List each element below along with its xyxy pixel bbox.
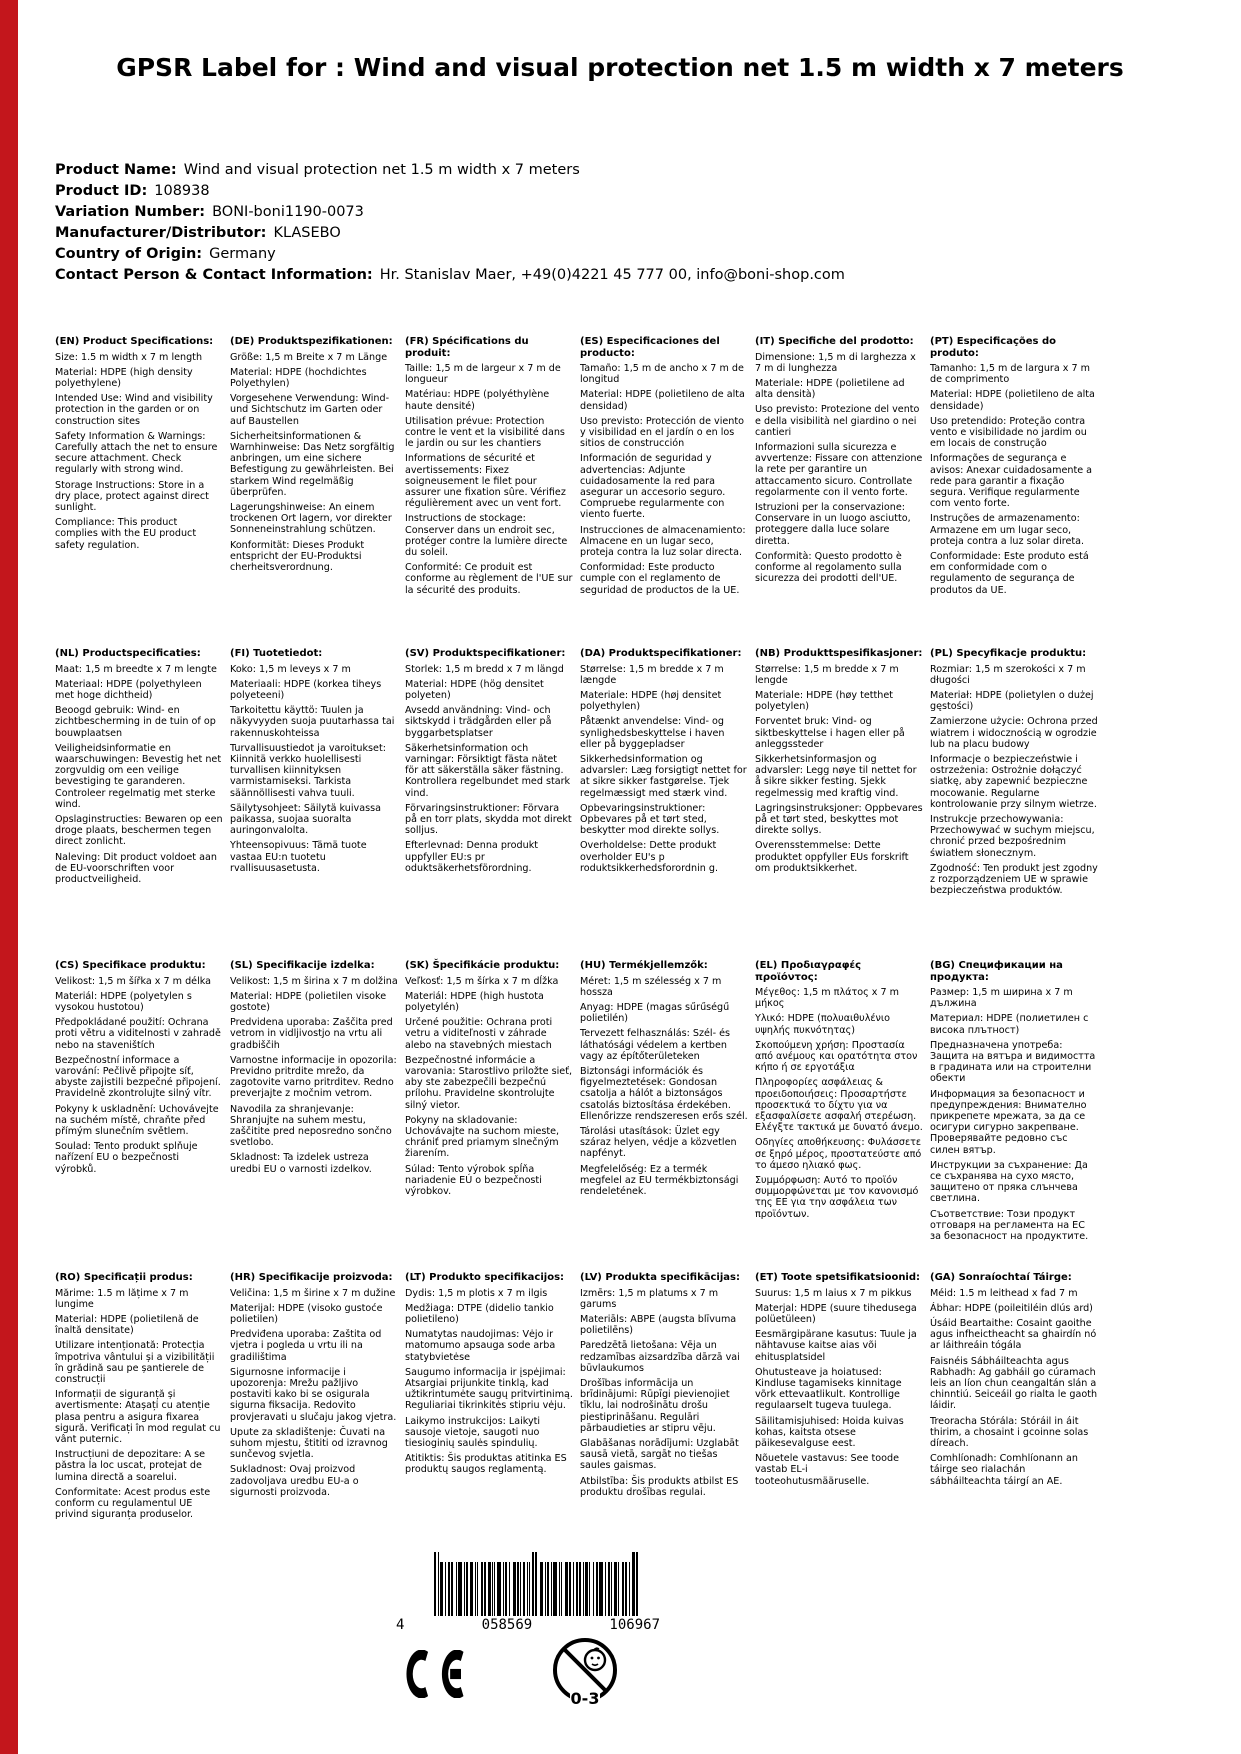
spec-block-es	[580, 336, 748, 648]
spec-block-fr	[405, 336, 573, 648]
spec-paragraph: Předpokládané použití: Ochrana proti větru a viditelnosti v zahradě nebo na staveništích	[55, 1017, 221, 1051]
spec-paragraph: Materiale: HDPE (polietilene ad alta densità)	[755, 377, 905, 401]
barcode-bar	[629, 1562, 630, 1616]
barcode-bar	[451, 1562, 453, 1616]
age-warning-0-3-icon	[551, 1634, 619, 1714]
spec-heading: (BG) Спецификации на продукта:	[930, 960, 1063, 983]
spec-paragraph: Koko: 1,5 m leveys x 7 m	[230, 663, 351, 675]
spec-paragraph: Størrelse: 1,5 m bredde x 7 m længde	[580, 663, 724, 686]
spec-paragraph: Material: HDPE (high density polyethylene)	[55, 366, 193, 389]
spec-heading: (HU) Termékjellemzők:	[580, 960, 708, 971]
spec-paragraph: Material: HDPE (hög densitet polyeten)	[405, 678, 544, 701]
spec-paragraph: Säkerhetsinformation och varningar: Försiktigt fästa nätet för att säkerställa säker fästning. Kontrollera regelbundet med stark vind.	[405, 742, 571, 799]
spec-paragraph: Σκοπούμενη χρήση: Προστασία από ανέμους και ορατότητα στον κήπο ή σε εργοτάξια	[755, 1039, 918, 1074]
spec-paragraph: Uso pretendido: Proteção contra vento e visibilidade no jardim ou em locais de construção	[930, 415, 1087, 450]
barcode-bar	[513, 1562, 516, 1616]
spec-paragraph: Matériau: HDPE (polyéthylène haute densité)	[405, 389, 550, 412]
barcode-bar	[438, 1552, 439, 1616]
spec-paragraph: Veiligheidsinformatie en waarschuwingen: Bevestig het net zorgvuldig om een veilige bevestiging te garanderen. Controleer regelmatig met sterke wind.	[55, 742, 222, 810]
spec-paragraph: Veličina: 1,5 m širine x 7 m dužine	[230, 1287, 396, 1299]
spec-paragraph: Conformidade: Este produto está em conformidade com o regulamento de segurança de produtos da UE.	[930, 551, 1089, 596]
spec-paragraph: Materiál: HDPE (high hustota polyetylén)	[405, 990, 544, 1013]
spec-paragraph: Informações de segurança e avisos: Anexar cuidadosamente a rede para garantir a fixação segura. Verifique regularmente com vento forte.	[930, 453, 1093, 510]
spec-paragraph: Medžiaga: DTPE (didelio tankio polietileno)	[405, 1302, 554, 1325]
spec-paragraph: Suurus: 1,5 m laius x 7 m pikkus	[755, 1287, 912, 1299]
spec-paragraph: Predvidena uporaba: Zaščita pred vetrom in vidljivostjo na vrtu ali gradbiščih	[230, 1017, 393, 1051]
spec-block-et	[755, 1272, 923, 1584]
product-info-label: Product Name:	[55, 162, 177, 178]
spec-block-pl	[930, 648, 1098, 960]
spec-paragraph: Varnostne informacije in opozorila: Previdno pritrdite mrežo, da zagotovite varno pritrditev. Redno preverjajte z močnim vetrom.	[230, 1054, 397, 1100]
product-info-value: Wind and visual protection net 1.5 m width x 7 meters	[183, 162, 580, 178]
spec-paragraph: Skladnost: Ta izdelek ustreza uredbi EU o varnosti izdelkov.	[230, 1152, 372, 1175]
spec-paragraph: Taille: 1,5 m de largeur x 7 m de longueur	[405, 363, 561, 386]
spec-block-ro	[55, 1272, 223, 1584]
barcode-bar	[596, 1562, 598, 1616]
spec-paragraph: Material: HDPE (polietileno de alta densidad)	[580, 389, 745, 412]
spec-paragraph: Navodila za shranjevanje: Shranjujte na suhem mestu, zaščitite pred neposredno sončno svetlobo.	[230, 1103, 392, 1149]
spec-paragraph: Biztonsági információk és figyelmeztetések: Gondosan csatolja a hálót a biztonságos csatolás biztosítása érdekében. Ellenőrizze rendszeresen erős szél.	[580, 1065, 748, 1122]
spec-heading: (RO) Specificații produs:	[55, 1272, 193, 1283]
spec-grid	[55, 336, 1098, 1584]
spec-paragraph: Materjal: HDPE (suure tihedusega polüetüleen)	[755, 1302, 917, 1325]
spec-paragraph: Ohutusteave ja hoiatused: Kindluse tagamiseks kinnitage võrk ettevaatlikult. Kontrollige regulaarselt tugeva tuulega.	[755, 1366, 902, 1412]
spec-paragraph: Atbilstība: Šis produkts atbilst ES produktu drošības regulai.	[580, 1475, 739, 1498]
spec-paragraph: Materiál: HDPE (polyetylen s vysokou hustotou)	[55, 990, 192, 1013]
product-info-value: Germany	[209, 246, 276, 262]
spec-paragraph: Konformität: Dieses Produkt entspricht der EU-Produktsi cherheitsverordnung.	[230, 539, 365, 573]
spec-paragraph: Sukladnost: Ovaj proizvod zadovoljava uredbu EU-a o sigurnosti proizvoda.	[230, 1464, 359, 1498]
barcode-bar	[475, 1562, 476, 1616]
spec-paragraph: Säilitamisjuhised: Hoida kuivas kohas, kaitsta otsese päikesevalguse eest.	[755, 1415, 904, 1449]
barcode-bar	[481, 1562, 483, 1616]
spec-paragraph: Tamaño: 1,5 m de ancho x 7 m de longitud	[580, 363, 744, 386]
barcode-bar	[625, 1562, 627, 1616]
spec-paragraph: Säilytysohjeet: Säilytä kuivassa paikassa, suojaa suoralta auringonvalolta.	[230, 802, 381, 837]
barcode-bar	[611, 1562, 612, 1616]
spec-heading: (EN) Product Specifications:	[55, 336, 214, 347]
spec-paragraph: Eesmärgipärane kasutus: Tuule ja nähtavuse kaitse aias või ehitusplatsidel	[755, 1329, 917, 1363]
spec-heading: (DE) Produktspezifikationen:	[230, 336, 393, 347]
spec-paragraph: Upute za skladištenje: Čuvati na suhom mjestu, štititi od izravnog sunčevog svjetla.	[230, 1426, 388, 1461]
spec-paragraph: Treoracha Stórála: Stóráil in áit thirim, a chosaint i gcoinne solas díreach.	[930, 1415, 1089, 1449]
product-info	[55, 160, 845, 286]
spec-heading: (DA) Produktspecifikationer:	[580, 648, 742, 659]
spec-paragraph: Laikymo instrukcijos: Laikyti sausoje vietoje, saugoti nuo tiesioginių saulės spindulių.	[405, 1415, 541, 1449]
spec-paragraph: Informații de siguranță și avertismente: Atașați cu atenție plasa pentru a asigura fixarea sigură. Verificați în mod regulat cu vânt puternic.	[55, 1389, 221, 1445]
product-info-label: Country of Origin:	[55, 246, 203, 262]
barcode-bar	[477, 1562, 478, 1616]
spec-paragraph: Instrucțiuni de depozitare: A se păstra la loc uscat, protejat de lumina directă a soarelui.	[55, 1449, 206, 1483]
spec-paragraph: Инструкции за съхранение: Да се съхранява на сухо място, защитено от пряка слънчева светлина.	[930, 1159, 1088, 1205]
barcode-bar	[505, 1562, 507, 1616]
barcode-bar	[559, 1562, 560, 1616]
spec-paragraph: Forventet bruk: Vind- og siktbeskyttelse i hagen eller på anleggssteder	[755, 716, 905, 750]
product-info-row	[55, 181, 845, 202]
barcode-bar	[434, 1552, 436, 1616]
product-info-row	[55, 265, 845, 286]
spec-paragraph: Размер: 1,5 m ширина x 7 m дължина	[930, 987, 1073, 1010]
spec-paragraph: Yhteensopivuus: Tämä tuote vastaa EU:n tuotetu rvallisuusasetusta.	[230, 840, 367, 874]
spec-paragraph: Ábhar: HDPE (poileitiléin dlús ard)	[930, 1302, 1093, 1314]
spec-paragraph: Utilizare intenționată: Protecția împotriva vântului și a vizibilității în grădină sau pe șantierele de construcții	[55, 1340, 215, 1385]
spec-heading: (ET) Toote spetsifikatsioonid:	[755, 1272, 921, 1283]
spec-paragraph: Saugumo informacija ir įspėjimai: Atsargiai prijunkite tinklą, kad užtikrintumėte saugų pritvirtinimą. Reguliariai tikrinkitės stipriu vėju.	[405, 1366, 573, 1412]
spec-paragraph: Instrukcje przechowywania: Przechowywać w suchym miejscu, chronić przed bezpośrednim światłem słonecznym.	[930, 813, 1095, 859]
barcode-bar	[565, 1562, 568, 1616]
spec-heading: (EL) Προδιαγραφές προϊόντος:	[755, 960, 862, 983]
barcode-bar	[540, 1562, 543, 1616]
spec-heading: (SK) Špecifikácie produktu:	[405, 960, 560, 971]
spec-paragraph: Материал: HDPE (полиетилен с висока плътност)	[930, 1013, 1089, 1036]
spec-paragraph: Glabāšanas norādījumi: Uzglabāt sausā vietā, sargāt no tiešas saules gaismas.	[580, 1437, 739, 1472]
spec-paragraph: Съответствие: Този продукт отговаря на регламента на ЕС за безопасност на продуктите.	[930, 1208, 1089, 1243]
barcode-bar	[448, 1562, 450, 1616]
barcode-bar	[593, 1562, 594, 1616]
spec-paragraph: Информация за безопасност и предупреждения: Внимателно прикрепете мрежата, за да се осигури сигурно закрепване. Проверявайте редовно със силен вятър.	[930, 1088, 1087, 1156]
spec-paragraph: Size: 1.5 m width x 7 m length	[55, 351, 203, 363]
spec-heading: (LV) Produkta specifikācijas:	[580, 1272, 740, 1283]
product-info-row	[55, 244, 845, 265]
spec-paragraph: Vorgesehene Verwendung: Wind- und Sichtschutz im Garten oder auf Baustellen	[230, 393, 390, 427]
spec-paragraph: Materiał: HDPE (polietylen o dużej gęstości)	[930, 689, 1094, 713]
spec-heading: (IT) Specifiche del prodotto:	[755, 336, 914, 347]
spec-paragraph: Beoogd gebruik: Wind- en zichtbescherming in de tuin of op bouwplaatsen	[55, 705, 216, 739]
spec-paragraph: Material: HDPE (polietilenă de înaltă densitate)	[55, 1313, 199, 1337]
spec-paragraph: Velikost: 1,5 m širina x 7 m dolžina	[230, 975, 398, 987]
product-info-value: KLASEBO	[273, 225, 341, 241]
product-info-row	[55, 223, 845, 244]
spec-paragraph: Mărime: 1.5 m lățime x 7 m lungime	[55, 1287, 189, 1310]
barcode-bar	[553, 1562, 557, 1616]
spec-paragraph: Tervezett felhasználás: Szél- és láthatósági védelem a kertben vagy az építőterületeken	[580, 1028, 730, 1062]
barcode-bar	[527, 1562, 528, 1616]
barcode-group-left: 058569	[481, 1617, 533, 1633]
spec-paragraph: Instructions de stockage: Conserver dans un endroit sec, protéger contre la lumière directe du soleil.	[405, 513, 568, 559]
barcode-bar	[529, 1562, 530, 1616]
barcode-bar	[583, 1562, 584, 1616]
spec-block-hr	[230, 1272, 398, 1584]
barcode-bar	[494, 1562, 495, 1616]
spec-block-lv	[580, 1272, 748, 1584]
barcode-bar	[618, 1562, 619, 1616]
spec-heading: (NL) Productspecificaties:	[55, 648, 201, 659]
spec-heading: (ES) Especificaciones del producto:	[580, 336, 720, 359]
product-info-label: Contact Person & Contact Information:	[55, 267, 373, 283]
product-info-value: BONI-boni1190-0073	[212, 204, 364, 220]
spec-paragraph: Méid: 1.5 m leithead x fad 7 m	[930, 1287, 1078, 1299]
barcode-bar	[484, 1562, 486, 1616]
barcode-bar	[636, 1552, 638, 1616]
barcode-bar	[561, 1562, 562, 1616]
red-edge-bar	[0, 0, 18, 1754]
spec-paragraph: Numatytas naudojimas: Vėjo ir matomumo apsauga sode arba statybvietėse	[405, 1329, 556, 1363]
spec-block-sl	[230, 960, 398, 1272]
product-info-label: Manufacturer/Distributor:	[55, 225, 267, 241]
barcode-bar	[456, 1562, 457, 1616]
spec-paragraph: Dydis: 1,5 m plotis x 7 m ilgis	[405, 1287, 548, 1299]
spec-block-pt	[930, 336, 1098, 648]
spec-paragraph: Izmērs: 1,5 m platums x 7 m garums	[580, 1287, 719, 1310]
spec-paragraph: Faisnéis Sábháilteachta agus Rabhadh: Ag gabháil go cúramach leis an líon chun ceangaltán slán a chinntiú. Seiceáil go rialta le gaoth láidir.	[930, 1355, 1098, 1412]
spec-paragraph: Uso previsto: Protezione del vento e della visibilità nel giardino o nei cantieri	[755, 404, 920, 438]
spec-paragraph: Anyag: HDPE (magas sűrűségű polietilén)	[580, 1001, 730, 1025]
barcode-bar	[458, 1562, 462, 1616]
barcode-digits	[396, 1617, 670, 1633]
barcode-bar	[488, 1562, 491, 1616]
spec-paragraph: Istruzioni per la conservazione: Conservare in un luogo asciutto, proteggere dalla luce solare diretta.	[755, 501, 911, 547]
barcode-bar	[470, 1562, 473, 1616]
spec-paragraph: Förvaringsinstruktioner: Förvara på en torr plats, skydda mot direkt solljus.	[405, 802, 572, 837]
spec-paragraph: Informazioni sulla sicurezza e avvertenze: Fissare con attenzione la rete per garantire un attaccamento sicuro. Controllate regolarmente con il vento forte.	[755, 441, 923, 498]
page-title: GPSR Label for : Wind and visual protection net 1.5 m width x 7 meters	[116, 53, 1124, 82]
spec-paragraph: Opslaginstructies: Bewaren op een droge plaats, beschermen tegen direct zonlicht.	[55, 813, 223, 848]
spec-heading: (LT) Produkto specifikacijos:	[405, 1272, 565, 1283]
spec-paragraph: Sikkerhedsinformation og advarsler: Læg forsigtigt nettet for at sikre sikker fastgørelse. Tjek regelmæssigt med stærk vind.	[580, 753, 747, 799]
spec-paragraph: Storage Instructions: Store in a dry place, protect against direct sunlight.	[55, 479, 209, 513]
product-info-value: Hr. Stanislav Maer, +49(0)4221 45 777 00, info@boni-shop.com	[379, 267, 845, 283]
spec-paragraph: Bezpečnostní informace a varování: Pečlivě připojte síť, abyste zajistili bezpečné připojení. Pravidelně zkontrolujte silný vítr.	[55, 1054, 221, 1100]
spec-block-lt	[405, 1272, 573, 1584]
spec-paragraph: Instrucciones de almacenamiento: Almacene en un lugar seco, proteja contra la luz solar directa.	[580, 524, 746, 559]
spec-paragraph: Påtænkt anvendelse: Vind- og synlighedsbeskyttelse i haven eller på byggepladser	[580, 716, 725, 750]
spec-paragraph: Overensstemmelse: Dette produktet oppfyller EUs forskrift om produktsikkerhet.	[755, 840, 909, 874]
spec-paragraph: Предназначена употреба: Защита на вятъра и видимостта в градината или на строителни обекти	[930, 1039, 1096, 1085]
barcode-bar	[622, 1562, 624, 1616]
spec-heading: (CS) Specifikace produktu:	[55, 960, 206, 971]
spec-paragraph: Rozmiar: 1,5 m szerokości x 7 m długości	[930, 663, 1086, 686]
barcode-bar	[579, 1562, 581, 1616]
spec-paragraph: Información de seguridad y advertencias: Adjunte cuidadosamente la red para asegurar un accesorio seguro. Compruebe regularmente con viento fuerte.	[580, 453, 726, 521]
spec-paragraph: Turvallisuustiedot ja varoitukset: Kiinnitä verkko huolellisesti turvallisen kiinnityksen varmistamiseksi. Tarkista säännöllisesti vahva tuuli.	[230, 742, 386, 799]
product-info-label: Product ID:	[55, 183, 148, 199]
spec-paragraph: Comhlíonadh: Comhlíonann an táirge seo rialachán sábháilteachta táirgí an AE.	[930, 1453, 1078, 1487]
spec-paragraph: Συμμόρφωση: Αυτό το προϊόν συμμορφώνεται με τον κανονισμό της ΕΕ για την ασφάλεια των προϊόντων.	[755, 1175, 919, 1220]
barcode-bar	[605, 1562, 606, 1616]
barcode-bar	[599, 1562, 603, 1616]
spec-paragraph: Größe: 1,5 m Breite x 7 m Länge	[230, 351, 388, 363]
product-info-row	[55, 202, 845, 223]
barcode-bar	[585, 1562, 588, 1616]
spec-paragraph: Lagringsinstruksjoner: Oppbevares på et tørt sted, beskyttes mot direkte sollys.	[755, 802, 923, 837]
spec-paragraph: Atitiktis: Šis produktas atitinka ES produktų saugos reglamentą.	[405, 1453, 567, 1476]
product-info-value: 108938	[154, 183, 210, 199]
barcode-bar	[632, 1552, 635, 1616]
barcode-bar	[492, 1562, 493, 1616]
spec-block-hu	[580, 960, 748, 1272]
spec-block-cs	[55, 960, 223, 1272]
spec-block-el	[755, 960, 923, 1272]
barcode-bar	[520, 1562, 521, 1616]
spec-paragraph: Οδηγίες αποθήκευσης: Φυλάσσετε σε ξηρό μέρος, προστατεύστε από το άμεσο ηλιακό φως.	[755, 1137, 922, 1171]
spec-paragraph: Pokyny na skladovanie: Uchovávajte na suchom mieste, chrániť pred priamym slnečným žiarením.	[405, 1114, 560, 1160]
spec-paragraph: Υλικό: HDPE (πολυαιθυλένιο υψηλής πυκνότητας)	[755, 1013, 891, 1036]
barcode-bar	[464, 1562, 465, 1616]
barcode-bar	[509, 1562, 510, 1616]
spec-paragraph: Bezpečnostné informácie a varovania: Starostlivo priložte sieť, aby ste zabezpečili bezpečnú prílohu. Pravidelne skontrolujte silný vietor.	[405, 1054, 573, 1111]
spec-paragraph: Dimensione: 1,5 m di larghezza x 7 m di lunghezza	[755, 351, 916, 374]
spec-paragraph: Sigurnosne informacije i upozorenja: Mrežu pažljivo postaviti kako bi se osigurala sigurna fiksacija. Redovito provjeravati u slučaju jakog vjetra.	[230, 1366, 397, 1423]
spec-heading: (FI) Tuotetiedot:	[230, 648, 323, 659]
barcode	[396, 1552, 670, 1633]
spec-paragraph: Naleving: Dit product voldoet aan de EU-voorschriften voor productveiligheid.	[55, 851, 217, 885]
spec-paragraph: Storlek: 1,5 m bredd x 7 m längd	[405, 663, 564, 675]
spec-paragraph: Materiaali: HDPE (korkea tiheys polyeteeni)	[230, 678, 382, 701]
spec-heading: (NB) Produkttspesifikasjoner:	[755, 648, 923, 659]
product-info-row	[55, 160, 845, 181]
spec-paragraph: Avsedd användning: Vind- och siktskydd i trädgården eller på byggarbetsplatser	[405, 705, 552, 739]
spec-paragraph: Intended Use: Wind and visibility protection in the garden or on construction sites	[55, 393, 213, 427]
barcode-bar	[535, 1552, 537, 1616]
spec-paragraph: Instruções de armazenamento: Armazene em um lugar seco, proteja contra a luz solar direta.	[930, 513, 1085, 547]
spec-paragraph: Opbevaringsinstruktioner: Opbevares på et tørt sted, beskytter mod direkte sollys.	[580, 802, 720, 837]
spec-block-de	[230, 336, 398, 648]
barcode-bar	[569, 1562, 571, 1616]
spec-block-fi	[230, 648, 398, 960]
barcode-bar	[589, 1562, 590, 1616]
spec-paragraph: Sicherheitsinformationen & Warnhinweise: Das Netz sorgfältig anbringen, um eine sichere Befestigung zu gewährleisten. Bei starkem Wind regelmäßig überprüfen.	[230, 430, 395, 498]
spec-paragraph: Úsáid Beartaithe: Cosaint gaoithe agus infheictheacht sa ghairdín nó ar láithreáin tógála	[930, 1317, 1097, 1352]
spec-paragraph: Informacje o bezpieczeństwie i ostrzeżenia: Ostrożnie dołączyć siatkę, aby zapewnić bezpieczne mocowanie. Regularne kontrolowanie przy silnym wietrze.	[930, 753, 1097, 810]
spec-paragraph: Informations de sécurité et avertissements: Fixez soigneusement le filet pour assurer une fixation sûre. Vérifiez régulièrement avec un vent fort.	[405, 453, 566, 510]
spec-paragraph: Velikost: 1,5 m šířka x 7 m délka	[55, 975, 212, 987]
spec-paragraph: Materiāls: ABPE (augsta blīvuma polietilēns)	[580, 1313, 737, 1337]
barcode-bar	[523, 1562, 525, 1616]
barcode-digit-lead: 4	[396, 1617, 405, 1633]
spec-heading: (HR) Specifikacije proizvoda:	[230, 1272, 393, 1283]
spec-block-ga	[930, 1272, 1098, 1584]
spec-paragraph: Uso previsto: Protección de viento y visibilidad en el jardín o en los sitios de construcción	[580, 415, 745, 450]
spec-block-sv	[405, 648, 573, 960]
barcode-bar	[547, 1562, 549, 1616]
spec-block-it	[755, 336, 923, 648]
spec-paragraph: Compliance: This product complies with the EU product safety regulation.	[55, 517, 197, 551]
ce-mark-icon	[405, 1650, 469, 1698]
spec-paragraph: Material: HDPE (polietileno de alta densidade)	[930, 389, 1095, 412]
spec-paragraph: Materiaal: HDPE (polyethyleen met hoge dichtheid)	[55, 678, 202, 701]
spec-paragraph: Lagerungshinweise: An einem trockenen Ort lagern, vor direkter Sonneneinstrahlung schützen.	[230, 501, 392, 536]
spec-paragraph: Soulad: Tento produkt splňuje nařízení EU o bezpečnosti výrobků.	[55, 1141, 198, 1175]
spec-paragraph: Safety Information & Warnings: Carefully attach the net to ensure secure attachment. Check regularly with strong wind.	[55, 430, 218, 476]
barcode-bar	[576, 1562, 578, 1616]
spec-paragraph: Megfelelőség: Ez a termék megfelel az EU termékbiztonsági rendeletének.	[580, 1163, 739, 1197]
spec-paragraph: Drošības informācija un brīdinājumi: Rūpīgi pievienojiet tīklu, lai nodrošinātu drošu piestiprināšanu. Regulāri pārbaudieties ar stipru vēju.	[580, 1377, 730, 1434]
spec-block-nb	[755, 648, 923, 960]
spec-heading: (GA) Sonraíochtaí Táirge:	[930, 1272, 1072, 1283]
spec-paragraph: Méret: 1,5 m szélesség x 7 m hossza	[580, 975, 722, 998]
spec-paragraph: Conformité: Ce produit est conforme au règlement de l'UE sur la sécurité des produits.	[405, 562, 573, 596]
barcode-bar	[532, 1552, 534, 1616]
spec-paragraph: Sikkerhetsinformasjon og advarsler: Legg nøye til nettet for å sikre sikker festing. Sjekk regelmessig med kraftig vind.	[755, 753, 917, 799]
spec-paragraph: Utilisation prévue: Protection contre le vent et la visibilité dans le jardin ou sur les chantiers	[405, 415, 565, 450]
spec-paragraph: Conformidad: Este producto cumple con el reglamento de seguridad de productos de la UE.	[580, 562, 740, 596]
spec-block-nl	[55, 648, 223, 960]
spec-heading: (PL) Specyfikacje produktu:	[930, 648, 1087, 659]
spec-paragraph: Materijal: HDPE (visoko gustoće polietilen)	[230, 1302, 383, 1325]
barcode-bar	[503, 1562, 504, 1616]
spec-block-en	[55, 336, 223, 648]
spec-paragraph: Nõuetele vastavus: See toode vastab EL-i tooteohutusmääruselle.	[755, 1453, 899, 1487]
spec-paragraph: Conformità: Questo prodotto è conforme al regolamento sulla sicurezza dei prodotti dell'UE.	[755, 550, 902, 585]
spec-block-bg	[930, 960, 1098, 1272]
spec-paragraph: Určené použitie: Ochrana proti vetru a viditeľnosti v záhrade alebo na stavebných miestach	[405, 1017, 553, 1051]
spec-block-sk	[405, 960, 573, 1272]
spec-paragraph: Overholdelse: Dette produkt overholder EU's p roduktsikkerhedsforordnin g.	[580, 840, 719, 874]
barcode-bar	[497, 1562, 501, 1616]
barcode-bar	[445, 1562, 446, 1616]
spec-paragraph: Størrelse: 1,5 m bredde x 7 m lengde	[755, 663, 899, 686]
spec-heading: (SL) Specifikacije izdelka:	[230, 960, 375, 971]
barcode-bar	[440, 1562, 443, 1616]
spec-paragraph: Zamierzone użycie: Ochrona przed wiatrem i widocznością w ogrodzie lub na placu budowy	[930, 716, 1098, 750]
spec-block-da	[580, 648, 748, 960]
spec-paragraph: Tarkoitettu käyttö: Tuulen ja näkyvyyden suoja puutarhassa tai rakennuskohteissa	[230, 705, 395, 739]
age-range-text: 0-3	[570, 1689, 600, 1708]
spec-paragraph: Zgodność: Ten produkt jest zgodny z rozporządzeniem UE w sprawie bezpieczeństwa produktów.	[930, 862, 1098, 897]
spec-paragraph: Conformitate: Acest produs este conform cu regulamentul UE privind siguranța produselor.	[55, 1486, 211, 1521]
spec-paragraph: Tárolási utasítások: Üzlet egy száraz helyen, védje a közvetlen napfényt.	[580, 1125, 737, 1160]
barcode-bar	[545, 1562, 546, 1616]
spec-paragraph: Maat: 1,5 m breedte x 7 m lengte	[55, 663, 217, 675]
spec-paragraph: Μέγεθος: 1,5 m πλάτος x 7 m μήκος	[755, 987, 900, 1010]
spec-paragraph: Veľkosť: 1,5 m šírka x 7 m dĺžka	[405, 975, 559, 987]
spec-heading: (SV) Produktspecifikationer:	[405, 648, 566, 659]
barcode-bar	[551, 1562, 552, 1616]
spec-heading: (PT) Especificações do produto:	[930, 336, 1056, 359]
spec-paragraph: Predviđena uporaba: Zaštita od vjetra i pogleda u vrtu ili na gradilištima	[230, 1329, 382, 1363]
barcode-group-right: 106967	[609, 1617, 660, 1633]
spec-paragraph: Πληροφορίες ασφάλειας & προειδοποιήσεις: Προσαρτήστε προσεκτικά το δίχτυ για να εξασφαλίσετε ασφαλή στερέωση. Ελέγξτε τακτικά με δυνατό άνεμο.	[755, 1077, 923, 1134]
barcode-bar	[466, 1562, 468, 1616]
product-info-label: Variation Number:	[55, 204, 206, 220]
spec-paragraph: Material: HDPE (polietilen visoke gostote)	[230, 990, 387, 1013]
spec-paragraph: Pokyny k uskladnění: Uchovávejte na suchém místě, chraňte před přímým slunečním světlem.	[55, 1103, 219, 1137]
barcode-bar	[573, 1562, 574, 1616]
barcode-bar	[517, 1562, 519, 1616]
spec-paragraph: Paredzētā lietošana: Vēja un redzamības aizsardzība dārzā vai būvlaukumos	[580, 1340, 740, 1374]
spec-paragraph: Materiale: HDPE (høy tetthet polyetylen)	[755, 689, 894, 713]
barcode-bars-icon	[402, 1552, 670, 1616]
spec-paragraph: Materiale: HDPE (høj densitet polyethylen)	[580, 689, 722, 713]
barcode-bar	[608, 1562, 610, 1616]
spec-heading: (FR) Spécifications du produit:	[405, 336, 529, 359]
spec-paragraph: Súlad: Tento výrobok spĺňa nariadenie EÚ o bezpečnosti výrobkov.	[405, 1163, 542, 1197]
spec-paragraph: Efterlevnad: Denna produkt uppfyller EU:s pr oduktsäkerhetsförordning.	[405, 840, 539, 874]
spec-paragraph: Material: HDPE (hochdichtes Polyethylen)	[230, 366, 367, 389]
spec-paragraph: Tamanho: 1,5 m de largura x 7 m de comprimento	[930, 363, 1091, 386]
barcode-bar	[614, 1562, 617, 1616]
